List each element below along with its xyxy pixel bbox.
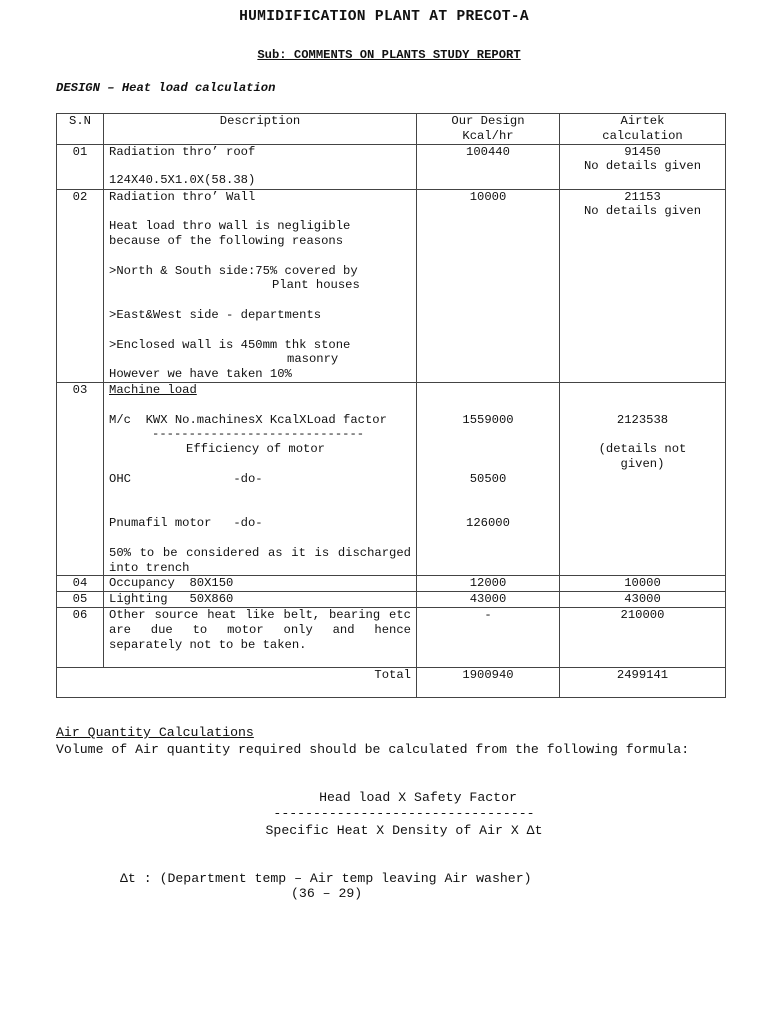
subject-line: Sub: COMMENTS ON PLANTS STUDY REPORT — [257, 48, 521, 62]
row-description: Other source heat like belt, bearing etc are due to motor only and hence separately not to be taken. — [104, 607, 417, 667]
heat-load-table — [56, 113, 726, 698]
row-sn: 02 — [57, 189, 104, 382]
desc-line: Machine load — [109, 382, 197, 397]
row-our-design: 10000 — [417, 189, 560, 382]
header-our-design-line2: Kcal/hr — [462, 128, 514, 143]
desc-line: masonry — [287, 352, 339, 367]
row-airtek: 210000 — [560, 607, 726, 667]
table-row — [57, 144, 726, 189]
table-row — [57, 607, 726, 667]
document-title: HUMIDIFICATION PLANT AT PRECOT-A — [239, 9, 529, 25]
row-our-design: 12000 — [417, 576, 560, 592]
desc-line: OHC -do- — [109, 471, 263, 486]
desc-line: Plant houses — [272, 278, 360, 293]
airtek-line: No details given — [583, 159, 702, 174]
total-label: Total — [104, 667, 417, 697]
row-sn: 05 — [57, 592, 104, 608]
desc-line: Heat load thro wall is negligible — [109, 219, 351, 234]
table-row — [57, 592, 726, 608]
row-description — [104, 189, 417, 382]
desc-line: because of the following reasons — [109, 233, 344, 248]
formula-numerator: Head load X Safety Factor — [319, 790, 517, 805]
header-airtek-line2: calculation — [602, 128, 683, 143]
row-description — [104, 382, 417, 575]
row-description: Lighting 50X860 — [104, 592, 417, 608]
desc-line: >North & South side:75% covered by — [109, 263, 358, 278]
delta-t-definition: Δt : (Department temp – Air temp leaving Air washer) — [120, 871, 532, 886]
airtek-line: 21153 — [624, 189, 661, 204]
table-row — [57, 382, 726, 575]
formula-denominator: Specific Heat X Density of Air X Δt — [265, 823, 543, 838]
delta-t-values: (36 – 29) — [291, 886, 363, 901]
desc-line: Efficiency of motor — [186, 442, 325, 457]
desc-line: However we have taken 10% — [109, 367, 292, 382]
desc-line: 124X40.5X1.0X(58.38) — [109, 173, 256, 188]
row-sn: 04 — [57, 576, 104, 592]
desc-line: Pnumafil motor -do- — [109, 516, 263, 531]
row-description — [104, 144, 417, 189]
header-our-design — [417, 114, 560, 145]
airtek-line: (details not — [598, 442, 687, 457]
row-airtek — [560, 144, 726, 189]
airtek-line: 91450 — [624, 144, 661, 159]
air-quantity-text: Volume of Air quantity required should be calculated from the following formula: — [56, 742, 690, 757]
desc-line: Radiation thro’ Wall — [109, 189, 256, 204]
row-airtek: 10000 — [560, 576, 726, 592]
desc-line: >Enclosed wall is 450mm thk stone — [109, 337, 351, 352]
total-airtek: 2499141 — [560, 667, 726, 697]
header-sn: S.N — [57, 114, 104, 145]
section-heading: DESIGN – Heat load calculation — [56, 81, 276, 95]
table-header-row — [57, 114, 726, 145]
desc-line: >East&West side - departments — [109, 307, 322, 322]
row-airtek — [560, 382, 726, 575]
row-sn: 06 — [57, 607, 104, 667]
air-quantity-heading: Air Quantity Calculations — [56, 725, 254, 740]
row-our-design — [417, 382, 560, 575]
total-our-design: 1900940 — [417, 667, 560, 697]
airtek-line: No details given — [583, 204, 702, 219]
row-airtek: 43000 — [560, 592, 726, 608]
design-value: 50500 — [469, 471, 507, 486]
row-our-design: 43000 — [417, 592, 560, 608]
header-airtek — [560, 114, 726, 145]
desc-line: ----------------------------- — [152, 427, 365, 442]
desc-line: Radiation thro’ roof — [109, 144, 256, 159]
header-airtek-line1: Airtek — [620, 114, 665, 128]
row-airtek — [560, 189, 726, 382]
formula-divider: --------------------------------- — [273, 806, 535, 821]
design-value: 1559000 — [462, 412, 514, 427]
table-total-row — [57, 667, 726, 697]
total-sn — [57, 667, 104, 697]
design-value: 126000 — [466, 516, 510, 531]
airtek-line: 2123538 — [616, 412, 669, 427]
row-our-design: 100440 — [417, 144, 560, 189]
row-sn: 03 — [57, 382, 104, 575]
desc-line: M/c KWX No.machinesX KcalXLoad factor — [109, 412, 387, 427]
row-sn: 01 — [57, 144, 104, 189]
header-description: Description — [104, 114, 417, 145]
row-our-design: - — [417, 607, 560, 667]
table-row — [57, 189, 726, 382]
header-our-design-line1: Our Design — [451, 114, 525, 128]
airtek-line: given) — [620, 456, 665, 471]
table-row — [57, 576, 726, 592]
desc-line: 50% to be considered as it is discharged into trench — [109, 545, 411, 575]
row-description: Occupancy 80X150 — [104, 576, 417, 592]
